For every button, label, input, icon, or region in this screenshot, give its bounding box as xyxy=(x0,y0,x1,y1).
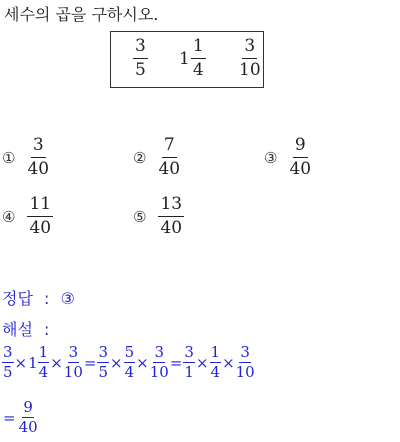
answer-line xyxy=(2,286,75,309)
numerator: 3 xyxy=(242,38,257,59)
times-sign: × xyxy=(14,353,28,372)
question-text: 세수의 곱을 구하시오. xyxy=(4,5,159,24)
option-fraction xyxy=(27,196,53,237)
explanation-heading xyxy=(2,317,49,340)
denominator: 5 xyxy=(3,363,13,381)
answer-value: ③ xyxy=(60,289,75,308)
result-fraction xyxy=(19,400,38,435)
given-fraction-1 xyxy=(133,38,148,79)
denominator: 40 xyxy=(289,159,312,179)
numerator: 13 xyxy=(158,196,184,217)
option-fraction xyxy=(158,137,180,178)
numerator: 3 xyxy=(154,343,165,361)
numerator: 11 xyxy=(27,196,53,217)
denominator: 4 xyxy=(38,363,49,381)
explanation-label: 해설 xyxy=(2,320,33,339)
numerator: 5 xyxy=(124,343,135,361)
denominator: 10 xyxy=(239,60,261,80)
numerator: 3 xyxy=(3,343,13,361)
denominator: 40 xyxy=(160,218,183,238)
whole-part: 1 xyxy=(179,48,190,69)
times-sign: × xyxy=(50,353,63,372)
option-fraction xyxy=(158,196,184,237)
denominator: 10 xyxy=(149,363,169,381)
denominator: 1 xyxy=(184,363,194,381)
eq-fraction xyxy=(64,345,83,380)
fraction-part xyxy=(38,345,50,380)
denominator: 4 xyxy=(124,363,135,381)
denominator: 4 xyxy=(192,60,204,80)
denominator: 40 xyxy=(29,218,52,238)
option-marker: ⑤ xyxy=(133,207,147,226)
numerator: 3 xyxy=(31,137,46,158)
given-fraction-3 xyxy=(239,38,261,79)
numerator: 1 xyxy=(191,38,206,59)
eq-fraction xyxy=(236,345,255,380)
numerator: 7 xyxy=(162,137,177,158)
explanation-equation-2 xyxy=(2,400,38,435)
given-mixed-number xyxy=(179,38,206,79)
option-marker: ④ xyxy=(2,207,16,226)
denominator: 5 xyxy=(135,60,146,80)
option-3[interactable] xyxy=(264,137,311,178)
numerator: 1 xyxy=(210,343,221,361)
option-1[interactable] xyxy=(2,137,49,178)
denominator: 10 xyxy=(63,363,83,381)
numerator: 3 xyxy=(68,343,79,361)
option-4[interactable] xyxy=(2,196,53,237)
explanation-equation-1 xyxy=(2,345,255,380)
numerator: 3 xyxy=(240,343,250,361)
denominator: 4 xyxy=(210,363,221,381)
denominator: 40 xyxy=(18,418,38,436)
eq-mixed-number xyxy=(28,345,49,380)
times-sign: × xyxy=(136,353,149,372)
option-fraction xyxy=(27,137,49,178)
option-2[interactable] xyxy=(133,137,180,178)
equals-sign: = xyxy=(83,353,97,372)
numerator: 9 xyxy=(293,137,308,158)
eq-fraction xyxy=(150,345,169,380)
answer-label: 정답 xyxy=(2,289,33,308)
equals-sign: = xyxy=(3,408,16,427)
given-numbers-box xyxy=(110,31,264,88)
eq-fraction xyxy=(97,345,109,380)
numerator: 1 xyxy=(38,343,49,361)
times-sign: × xyxy=(110,353,123,372)
denominator: 10 xyxy=(235,363,255,381)
denominator: 40 xyxy=(27,159,50,179)
times-sign: × xyxy=(195,353,209,372)
equals-sign: = xyxy=(169,353,183,372)
numerator: 3 xyxy=(98,343,109,361)
eq-fraction xyxy=(124,345,136,380)
option-marker: ① xyxy=(2,148,16,167)
eq-fraction xyxy=(183,345,195,380)
numerator: 9 xyxy=(23,398,33,416)
times-sign: × xyxy=(222,353,235,372)
numerator: 3 xyxy=(133,38,148,59)
denominator: 40 xyxy=(158,159,181,179)
answer-colon: : xyxy=(44,289,50,308)
whole-part: 1 xyxy=(28,353,38,372)
option-fraction xyxy=(289,137,311,178)
denominator: 5 xyxy=(98,363,109,381)
option-marker: ② xyxy=(133,148,147,167)
fraction-part xyxy=(191,38,206,79)
eq-fraction xyxy=(2,345,14,380)
eq-fraction xyxy=(210,345,222,380)
explanation-colon: : xyxy=(44,320,50,339)
option-marker: ③ xyxy=(264,148,278,167)
option-5[interactable] xyxy=(133,196,184,237)
numerator: 3 xyxy=(184,343,194,361)
